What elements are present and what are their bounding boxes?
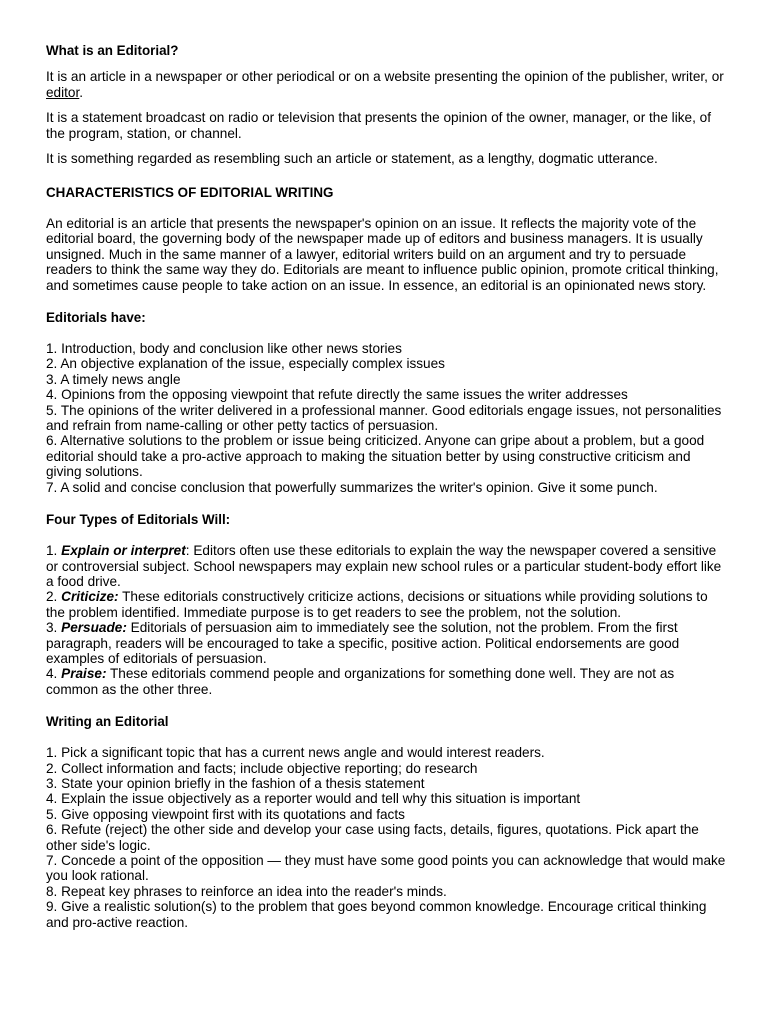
- list-item: 3. A timely news angle: [46, 371, 181, 387]
- list-item: [46, 543, 726, 589]
- definition-1-end: .: [79, 85, 84, 100]
- writing-editorial-list: [46, 745, 726, 930]
- term-persuade: Persuade:: [61, 620, 127, 636]
- term-explain: Explain or interpret: [61, 543, 186, 559]
- definition-2: It is a statement broadcast on radio or television that presents the opinion of the owner, manager, or the like, of the program, station, or channel.: [46, 110, 711, 141]
- list-item: 7. A solid and concise conclusion that powerfully summarizes the writer's opinion. Give it some punch.: [46, 479, 658, 495]
- definition-1-text: It is an article in a newspaper or other periodical or on a website presenting the opinion of the publisher, writer, or: [46, 69, 724, 84]
- list-item: 7. Concede a point of the opposition — they must have some good points you can acknowledge that would make you look rational.: [46, 853, 726, 884]
- item-number: 3.: [46, 620, 62, 636]
- characteristics-paragraph: An editorial is an article that presents the newspaper's opinion on an issue. It reflects the majority vote of the editorial board, the governing body of the newspaper made up of editors and business managers. It is usually unsigned. Much in the same manner of a lawyer, editorial writers build on an argument and try to persuade readers to think the same way they do. Editorials are meant to influence public opinion, promote critical thinking, and sometimes cause people to take action on an issue. In essence, an editorial is an opinionated news story.: [46, 216, 719, 293]
- item-number: 2.: [46, 589, 62, 605]
- item-number: 1.: [46, 543, 62, 559]
- heading-characteristics: CHARACTERISTICS OF EDITORIAL WRITING: [46, 185, 334, 200]
- list-item: [46, 620, 726, 666]
- item-text: These editorials commend people and organizations for something done well. They are not as common as the other three.: [46, 666, 675, 697]
- item-text: Editorials of persuasion aim to immediately see the solution, not the problem. From the first paragraph, readers will be encouraged to take a specific, positive action. Political endorsements are good examples of editorials of persuasion.: [46, 620, 680, 666]
- list-item: 3. State your opinion briefly in the fashion of a thesis statement: [46, 775, 425, 791]
- definition-3: It is something regarded as resembling such an article or statement, as a lengthy, dogmatic utterance.: [46, 151, 658, 166]
- list-item: 2. An objective explanation of the issue, especially complex issues: [46, 356, 445, 372]
- list-item: 1. Pick a significant topic that has a current news angle and would interest readers.: [46, 745, 545, 761]
- item-text: These editorials constructively criticize actions, decisions or situations while providing solutions to the problem identified. Immediate purpose is to get readers to see the problem, not the solution.: [46, 589, 708, 620]
- list-item: 8. Repeat key phrases to reinforce an idea into the reader's minds.: [46, 883, 447, 899]
- list-item: 1. Introduction, body and conclusion like other news stories: [46, 341, 402, 357]
- heading-four-types: Four Types of Editorials Will:: [46, 512, 231, 528]
- list-item: 5. The opinions of the writer delivered in a professional manner. Good editorials engage issues, not personalities and refrain from name-calling or other petty tactics of persuasion.: [46, 402, 722, 434]
- term-praise: Praise:: [61, 666, 107, 682]
- item-number: 4.: [46, 666, 62, 682]
- term-separator: :: [185, 543, 190, 559]
- term-criticize: Criticize:: [61, 589, 119, 605]
- editor-link[interactable]: editor: [46, 85, 80, 100]
- four-types-list: [46, 543, 726, 697]
- item-text: Editors often use these editorials to explain the way the newspaper covered a sensitive or controversial subject. School newspapers may explain new school rules or a particular student-body effort like a food drive.: [46, 543, 722, 589]
- heading-writing-editorial: Writing an Editorial: [46, 714, 169, 730]
- list-item: 4. Opinions from the opposing viewpoint that refute directly the same issues the writer addresses: [46, 387, 628, 403]
- list-item: [46, 589, 726, 620]
- list-item: [46, 666, 726, 697]
- list-item: 5. Give opposing viewpoint first with its quotations and facts: [46, 806, 405, 822]
- list-item: 6. Refute (reject) the other side and develop your case using facts, details, figures, quotations. Pick apart the other side's logic.: [46, 822, 699, 853]
- list-item: 9. Give a realistic solution(s) to the problem that goes beyond common knowledge. Encourage critical thinking and pro-active reaction.: [46, 899, 707, 930]
- document-page: [46, 36, 726, 930]
- list-item: 2. Collect information and facts; include objective reporting; do research: [46, 760, 478, 776]
- list-item: 6. Alternative solutions to the problem or issue being criticized. Anyone can gripe about a problem, but a good editorial should take a pro-active approach to making the situation better by using constructive criticism and giving solutions.: [46, 433, 705, 480]
- editorials-have-list: [46, 341, 726, 495]
- heading-what-is-editorial: What is an Editorial?: [46, 43, 179, 58]
- heading-editorials-have: Editorials have:: [46, 310, 146, 326]
- list-item: 4. Explain the issue objectively as a reporter would and tell why this situation is important: [46, 791, 581, 807]
- definition-1: [46, 69, 726, 101]
